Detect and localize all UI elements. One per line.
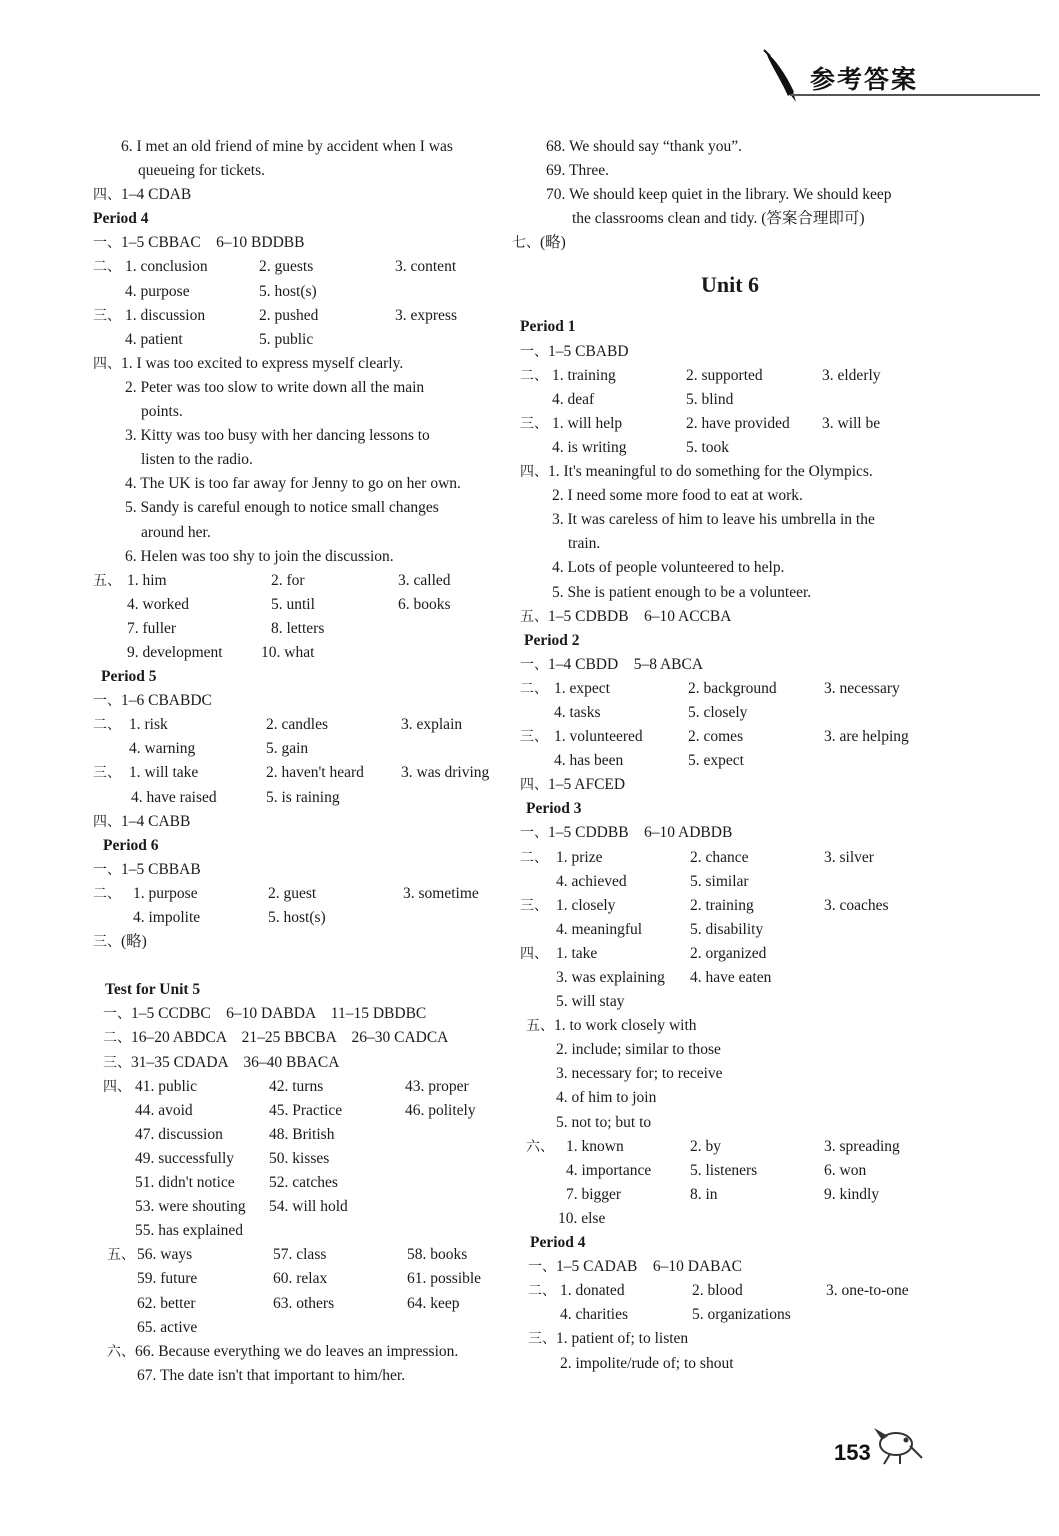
answer-cell: 1. conclusion bbox=[125, 258, 208, 276]
section-label: 四、 bbox=[520, 945, 548, 962]
section-row bbox=[93, 1243, 513, 1267]
answer-cell: 47. discussion bbox=[135, 1125, 223, 1143]
right-column bbox=[512, 135, 940, 1376]
section-row bbox=[93, 1123, 513, 1147]
answer-cell: 1. take bbox=[556, 944, 598, 962]
answer-text: 1. I was too excited to express myself clearly. bbox=[121, 354, 404, 372]
answer-cell: 4. impolite bbox=[133, 909, 201, 926]
section-label: 三、 bbox=[520, 415, 548, 432]
answer-line: points. bbox=[141, 403, 183, 421]
section-row bbox=[520, 605, 940, 629]
answer-cell: 56. ways bbox=[137, 1246, 193, 1264]
section-row bbox=[520, 1014, 940, 1038]
section-row bbox=[520, 1327, 940, 1351]
section-label: 二、 bbox=[93, 885, 121, 902]
section-row bbox=[520, 1159, 940, 1183]
section-row bbox=[93, 593, 513, 617]
section-row bbox=[93, 786, 513, 810]
header-title: 参考答案 bbox=[810, 65, 919, 94]
answer-text: 1–5 CDDBB 6–10 ADBDB bbox=[548, 824, 733, 842]
period-title: Period 4 bbox=[93, 210, 149, 228]
section-row bbox=[520, 340, 940, 364]
section-row bbox=[520, 870, 940, 894]
answer-cell: 4. have eaten bbox=[690, 969, 772, 986]
section-row bbox=[520, 1279, 940, 1303]
answer-cell: 5. gain bbox=[266, 740, 309, 758]
section-row bbox=[520, 1135, 940, 1159]
answer-cell: 1. him bbox=[127, 571, 167, 589]
answer-cell: 4. importance bbox=[566, 1161, 652, 1179]
section-row bbox=[520, 725, 940, 749]
answer-text: 1. to work closely with bbox=[554, 1017, 697, 1035]
bird-logo-icon bbox=[870, 1418, 930, 1468]
answer-cell: 2. candles bbox=[266, 716, 328, 734]
answer-cell: 7. fuller bbox=[127, 619, 177, 637]
section-row bbox=[520, 846, 940, 870]
period-title: Period 2 bbox=[524, 631, 580, 649]
answer-line: 5. not to; but to bbox=[556, 1113, 652, 1131]
section-label: 一、 bbox=[103, 1006, 131, 1023]
answer-line: 6. I met an old friend of mine by accident when I was bbox=[121, 138, 453, 155]
answer-line: the classrooms clean and tidy. (答案合理即可) bbox=[572, 210, 865, 228]
answer-cell: 2. comes bbox=[688, 728, 744, 746]
section-row bbox=[520, 1183, 940, 1207]
answer-cell: 3. spreading bbox=[824, 1137, 900, 1155]
answer-cell: 3. one-to-one bbox=[826, 1282, 909, 1300]
answer-line: 68. We should say “thank you”. bbox=[546, 138, 743, 155]
answer-cell: 2. background bbox=[688, 679, 777, 697]
section-row bbox=[520, 821, 940, 845]
answer-cell: 5. expect bbox=[688, 752, 744, 770]
answer-text: 1. patient of; to listen bbox=[556, 1330, 689, 1348]
answer-cell: 1. closely bbox=[556, 896, 616, 914]
section-label: 四、 bbox=[93, 355, 121, 372]
answer-cell: 2. supported bbox=[686, 366, 763, 384]
answer-cell: 8. letters bbox=[271, 619, 325, 637]
answer-cell: 3. coaches bbox=[824, 896, 889, 914]
section-row bbox=[93, 761, 513, 785]
section-label: 三、 bbox=[93, 765, 121, 782]
answer-line: 2. include; similar to those bbox=[556, 1041, 721, 1059]
answer-cell: 2. blood bbox=[692, 1282, 743, 1300]
section-label: 四、 bbox=[93, 187, 121, 204]
answer-cell: 61. possible bbox=[407, 1270, 482, 1288]
section-label: 三、 bbox=[93, 934, 121, 951]
period-title: Period 5 bbox=[101, 668, 157, 686]
unit-title: Unit 6 bbox=[700, 272, 760, 298]
answer-cell: 3. will be bbox=[822, 414, 881, 432]
section-row bbox=[93, 1195, 513, 1219]
answer-text: 1. It's meaningful to do something for the Olympics. bbox=[548, 463, 873, 481]
answer-cell: 2. training bbox=[690, 896, 754, 914]
answer-cell: 1. training bbox=[552, 366, 616, 384]
section-row bbox=[93, 617, 513, 641]
section-row bbox=[520, 388, 940, 412]
section-label: 二、 bbox=[520, 849, 548, 866]
section-row bbox=[93, 930, 513, 954]
spacer bbox=[93, 954, 513, 978]
section-label: 一、 bbox=[528, 1259, 556, 1276]
section-label: 一、 bbox=[93, 861, 121, 878]
section-label: 二、 bbox=[520, 680, 548, 697]
answer-line: 3. Kitty was too busy with her dancing lessons to bbox=[125, 427, 430, 445]
left-column bbox=[93, 135, 513, 1388]
section-label: 三、 bbox=[93, 307, 121, 324]
answer-cell: 58. books bbox=[407, 1246, 468, 1264]
section-label: 四、 bbox=[520, 777, 548, 794]
section-row bbox=[520, 1303, 940, 1327]
answer-cell: 62. better bbox=[137, 1294, 196, 1312]
answer-cell: 7. bigger bbox=[566, 1185, 622, 1203]
section-row bbox=[520, 412, 940, 436]
answer-cell: 10. else bbox=[558, 1209, 606, 1227]
section-label: 六、 bbox=[107, 1343, 135, 1360]
answer-cell: 1. purpose bbox=[133, 884, 198, 902]
answer-text: 1–5 CBABD bbox=[548, 342, 629, 360]
section-row bbox=[93, 858, 513, 882]
answer-cell: 5. will stay bbox=[556, 993, 625, 1011]
answer-text: 1–5 CBBAB bbox=[121, 860, 201, 878]
answer-line: 3. It was careless of him to leave his umbrella in the bbox=[552, 511, 875, 529]
section-label: 五、 bbox=[520, 608, 548, 625]
answer-cell: 49. successfully bbox=[135, 1149, 235, 1167]
section-label: 三、 bbox=[528, 1331, 556, 1348]
section-row bbox=[93, 882, 513, 906]
answer-cell: 1. known bbox=[566, 1137, 624, 1155]
section-label: 四、 bbox=[520, 464, 548, 481]
section-row bbox=[520, 653, 940, 677]
section-label: 六、 bbox=[526, 1138, 554, 1155]
answer-cell: 1. risk bbox=[129, 716, 168, 734]
section-row bbox=[93, 1219, 513, 1243]
answer-cell: 1. will help bbox=[552, 414, 623, 432]
section-row bbox=[520, 894, 940, 918]
answer-cell: 10. what bbox=[261, 643, 315, 661]
answer-cell: 4. worked bbox=[127, 595, 189, 613]
answer-cell: 42. turns bbox=[269, 1077, 324, 1095]
answer-line: queueing for tickets. bbox=[138, 162, 265, 180]
section-row bbox=[93, 1316, 513, 1340]
section-row bbox=[93, 1051, 513, 1075]
section-row bbox=[93, 810, 513, 834]
answer-cell: 4. meaningful bbox=[556, 920, 643, 938]
answer-text: 1–5 CDBDB 6–10 ACCBA bbox=[548, 607, 732, 625]
answer-cell: 5. organizations bbox=[692, 1306, 791, 1324]
answer-cell: 53. were shouting bbox=[135, 1198, 246, 1216]
section-row bbox=[93, 1267, 513, 1291]
section-row bbox=[93, 304, 513, 328]
section-label: 一、 bbox=[520, 343, 548, 360]
answer-cell: 5. until bbox=[271, 595, 315, 613]
section-label: 四、 bbox=[93, 813, 121, 830]
section-label: 七、 bbox=[512, 235, 540, 252]
answer-cell: 3. sometime bbox=[403, 884, 479, 902]
page-header bbox=[0, 0, 1059, 110]
answer-cell: 50. kisses bbox=[269, 1149, 330, 1167]
answer-cell: 3. called bbox=[398, 571, 451, 589]
answer-line: 2. I need some more food to eat at work. bbox=[552, 487, 803, 505]
section-row bbox=[93, 1075, 513, 1099]
section-row bbox=[93, 231, 513, 255]
answer-text: 1–5 CBBAC 6–10 BDDBB bbox=[121, 234, 305, 252]
answer-cell: 4. have raised bbox=[131, 788, 217, 806]
period-title: Period 3 bbox=[526, 800, 582, 818]
answer-cell: 54. will hold bbox=[269, 1198, 348, 1216]
answer-cell: 46. politely bbox=[405, 1101, 476, 1119]
answer-cell: 1. donated bbox=[560, 1282, 625, 1300]
section-row bbox=[93, 1099, 513, 1123]
answer-cell: 5. closely bbox=[688, 703, 748, 721]
answer-text: 1–4 CABB bbox=[121, 812, 191, 830]
section-row bbox=[93, 1340, 513, 1364]
answer-line: 6. Helen was too shy to join the discussion. bbox=[125, 547, 394, 565]
answer-cell: 6. won bbox=[824, 1161, 867, 1179]
page-number: 153 bbox=[834, 1440, 871, 1465]
period-title: Period 4 bbox=[530, 1234, 586, 1252]
section-label: 一、 bbox=[520, 825, 548, 842]
answer-cell: 3. content bbox=[395, 258, 457, 276]
answer-cell: 4. purpose bbox=[125, 282, 190, 300]
section-label: 二、 bbox=[528, 1283, 556, 1300]
answer-line: 2. impolite/rude of; to shout bbox=[560, 1354, 734, 1372]
answer-cell: 5. listeners bbox=[690, 1161, 758, 1179]
answer-cell: 1. prize bbox=[556, 848, 603, 866]
answer-text: 1–5 CCDBC 6–10 DABDA 11–15 DBDBC bbox=[131, 1005, 427, 1023]
section-row bbox=[93, 352, 513, 376]
section-row bbox=[93, 183, 513, 207]
section-row bbox=[520, 1255, 940, 1279]
answer-cell: 63. others bbox=[273, 1294, 335, 1312]
answer-cell: 3. silver bbox=[824, 848, 874, 866]
answer-cell: 3. express bbox=[395, 306, 457, 324]
section-row bbox=[93, 689, 513, 713]
answer-cell: 4. tasks bbox=[554, 703, 601, 721]
section-label: 三、 bbox=[103, 1054, 131, 1071]
answer-cell: 64. keep bbox=[407, 1294, 460, 1312]
answer-cell: 2. have provided bbox=[686, 414, 790, 432]
answer-cell: 5. host(s) bbox=[268, 909, 326, 926]
section-row bbox=[512, 231, 940, 255]
answer-text: 66. Because everything we do leaves an impression. bbox=[135, 1342, 459, 1360]
answer-cell: 3. was explaining bbox=[556, 969, 665, 986]
answer-cell: 3. elderly bbox=[822, 366, 881, 384]
answer-cell: 55. has explained bbox=[135, 1222, 244, 1240]
section-label: 一、 bbox=[93, 235, 121, 252]
section-label: 四、 bbox=[103, 1078, 131, 1095]
answer-cell: 2. by bbox=[690, 1137, 721, 1155]
section-label: 二、 bbox=[520, 367, 548, 384]
answer-cell: 45. Practice bbox=[269, 1101, 343, 1119]
answer-cell: 57. class bbox=[273, 1246, 327, 1264]
answer-line: 5. Sandy is careful enough to notice small changes bbox=[125, 499, 439, 517]
section-row bbox=[520, 677, 940, 701]
answer-cell: 3. explain bbox=[401, 716, 463, 734]
answer-text: (略) bbox=[121, 933, 147, 951]
period-title: Period 6 bbox=[103, 836, 159, 854]
period-title: Period 1 bbox=[520, 318, 576, 336]
section-row bbox=[520, 773, 940, 797]
answer-text: 1–5 CADAB 6–10 DABAC bbox=[556, 1258, 743, 1276]
section-row bbox=[93, 328, 513, 352]
section-label: 三、 bbox=[520, 897, 548, 914]
section-row bbox=[520, 364, 940, 388]
answer-line: 67. The date isn't that important to him/her. bbox=[137, 1366, 406, 1384]
answer-cell: 5. took bbox=[686, 438, 730, 456]
section-label: 一、 bbox=[520, 656, 548, 673]
section-label: 五、 bbox=[93, 572, 121, 589]
answer-line: around her. bbox=[141, 523, 211, 541]
section-row bbox=[520, 460, 940, 484]
answer-cell: 5. similar bbox=[690, 872, 749, 890]
section-row bbox=[93, 569, 513, 593]
answer-cell: 2. for bbox=[271, 571, 305, 589]
section-row bbox=[93, 1292, 513, 1316]
answer-cell: 65. active bbox=[137, 1318, 198, 1336]
section-row bbox=[520, 749, 940, 773]
answer-cell: 5. public bbox=[259, 330, 314, 348]
section-row bbox=[520, 942, 940, 966]
answer-line: listen to the radio. bbox=[141, 451, 253, 469]
section-row bbox=[520, 701, 940, 725]
section-label: 三、 bbox=[520, 729, 548, 746]
answer-line: 69. Three. bbox=[546, 162, 609, 180]
answer-cell: 4. charities bbox=[560, 1306, 629, 1324]
section-label: 五、 bbox=[526, 1018, 554, 1035]
answer-cell: 2. guest bbox=[268, 884, 317, 902]
section-row bbox=[520, 966, 940, 990]
answer-cell: 44. avoid bbox=[135, 1101, 193, 1119]
section-label: 五、 bbox=[107, 1247, 135, 1264]
answer-cell: 2. chance bbox=[690, 848, 749, 866]
answer-line: 5. She is patient enough to be a volunteer. bbox=[552, 583, 812, 601]
answer-line: train. bbox=[568, 535, 601, 553]
answer-cell: 60. relax bbox=[273, 1270, 328, 1288]
answer-cell: 3. necessary bbox=[824, 679, 900, 697]
section-label: 二、 bbox=[93, 717, 121, 734]
section-row bbox=[93, 1002, 513, 1026]
answer-cell: 2. guests bbox=[259, 258, 314, 276]
test-title: Test for Unit 5 bbox=[105, 981, 201, 999]
section-row bbox=[520, 1207, 940, 1231]
answer-cell: 4. achieved bbox=[556, 872, 627, 890]
answer-text: 1–4 CDAB bbox=[121, 186, 192, 204]
answer-cell: 2. pushed bbox=[259, 306, 319, 324]
answer-cell: 1. volunteered bbox=[554, 728, 643, 746]
section-row bbox=[93, 280, 513, 304]
answer-cell: 1. will take bbox=[129, 764, 199, 782]
answer-text: (略) bbox=[540, 234, 566, 252]
section-label: 一、 bbox=[93, 693, 121, 710]
section-label: 二、 bbox=[93, 259, 121, 276]
answer-cell: 5. disability bbox=[690, 920, 764, 938]
section-row bbox=[520, 436, 940, 460]
answer-line: 4. of him to join bbox=[556, 1089, 657, 1107]
header-rule bbox=[790, 94, 1040, 96]
section-row bbox=[93, 641, 513, 665]
answer-cell: 4. patient bbox=[125, 330, 183, 348]
answer-cell: 1. discussion bbox=[125, 306, 206, 324]
answer-cell: 5. blind bbox=[686, 390, 734, 408]
section-row bbox=[93, 713, 513, 737]
answer-text: 1–4 CBDD 5–8 ABCA bbox=[548, 655, 704, 673]
answer-cell: 8. in bbox=[690, 1185, 718, 1203]
answer-text: 1–6 CBABDC bbox=[121, 692, 212, 710]
answer-text: 31–35 CDADA 36–40 BBACA bbox=[131, 1053, 340, 1071]
answer-line: 2. Peter was too slow to write down all the main bbox=[125, 378, 425, 396]
answer-cell: 43. proper bbox=[405, 1077, 469, 1095]
answer-cell: 51. didn't notice bbox=[135, 1174, 235, 1192]
answer-text: 1–5 AFCED bbox=[548, 776, 626, 794]
answer-cell: 6. books bbox=[398, 595, 451, 613]
answer-cell: 4. deaf bbox=[552, 390, 595, 408]
answer-cell: 4. warning bbox=[129, 740, 196, 758]
answer-cell: 3. are helping bbox=[824, 728, 909, 746]
answer-cell: 48. British bbox=[269, 1125, 335, 1143]
answer-cell: 5. host(s) bbox=[259, 282, 317, 300]
section-row bbox=[93, 906, 513, 930]
section-row bbox=[93, 1171, 513, 1195]
section-row bbox=[93, 1147, 513, 1171]
answer-cell: 4. has been bbox=[554, 752, 624, 770]
answer-cell: 59. future bbox=[137, 1270, 198, 1288]
section-row bbox=[93, 737, 513, 761]
answer-cell: 5. is raining bbox=[266, 788, 340, 806]
answer-line: 4. Lots of people volunteered to help. bbox=[552, 559, 785, 577]
answer-line: 3. necessary for; to receive bbox=[556, 1065, 723, 1083]
answer-line: 4. The UK is too far away for Jenny to go on her own. bbox=[125, 475, 461, 493]
answer-line: 70. We should keep quiet in the library. We should keep bbox=[546, 186, 892, 204]
answer-cell: 2. organized bbox=[690, 944, 767, 962]
answer-cell: 9. development bbox=[127, 643, 223, 661]
answer-cell: 4. is writing bbox=[552, 438, 627, 456]
section-label: 二、 bbox=[103, 1030, 131, 1047]
answer-cell: 9. kindly bbox=[824, 1185, 880, 1203]
answer-cell: 41. public bbox=[135, 1077, 197, 1095]
section-row bbox=[93, 1026, 513, 1050]
section-row bbox=[520, 990, 940, 1014]
answer-cell: 1. expect bbox=[554, 679, 610, 697]
answer-text: 16–20 ABDCA 21–25 BBCBA 26–30 CADCA bbox=[131, 1029, 449, 1047]
section-row bbox=[93, 255, 513, 279]
answer-cell: 52. catches bbox=[269, 1174, 338, 1192]
answer-cell: 3. was driving bbox=[401, 764, 490, 782]
answer-cell: 2. haven't heard bbox=[266, 764, 364, 782]
section-row bbox=[520, 918, 940, 942]
